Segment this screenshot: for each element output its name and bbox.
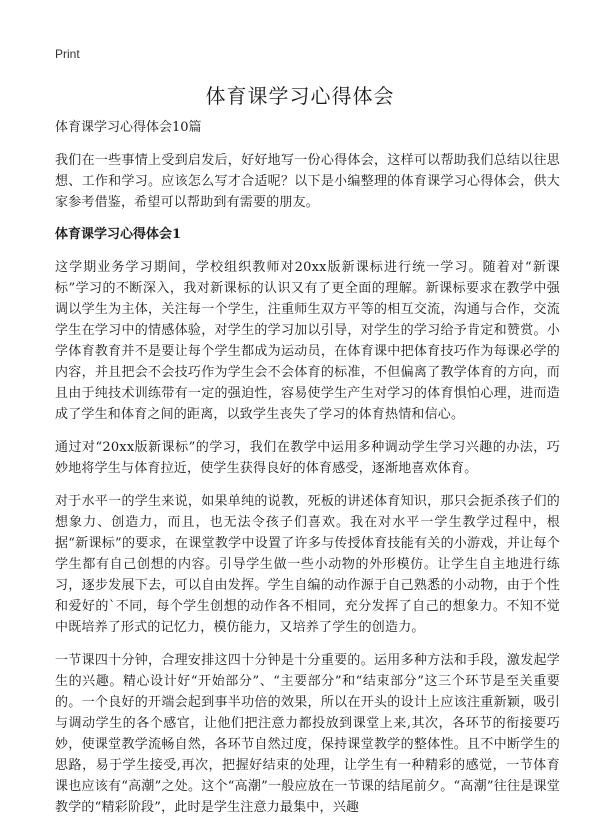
section-heading: 体育课学习心得体会1: [55, 227, 182, 242]
body-paragraph-3: 对于水平一的学生来说，如果单纯的说教，死板的讲述体育知识，那只会扼杀孩子们的想象力、创造力，而且，也无法令孩子们喜欢。我在对水平一学生教学过程中，根据“新课标”的要求，在课堂教学中设置了许多与传授体育技能有关的小游戏，并让每个学生都有自己创想的内容。引导学生做一些小动物的外形模仿。让学生自主地进行练习，逐步发展下去，可以自由发挥。学生自编的动作源于自己熟悉的小动物，由于个性和爱好的`不同，每个学生创想的动作各不相同，充分发挥了自己的想象力。不知不觉中既培养了形式的记忆力，模仿能力，又培养了学生的创造力。: [55, 494, 560, 635]
body-paragraph-1: 这学期业务学习期间，学校组织教师对20xx版新课标进行统一学习。随着对“新课标”学习的不断深入，我对新课标的认识又有了更全面的理解。新课标要求在教学中强调以学生为主体，关注每一个学生，注重师生双方平等的相互交流，沟通与合作，交流学生在学习中的情感体验，对学生的学习加以引导，对学生的学习给予肯定和赞赏。小学体育教育并不是要让每个学生都成为运动员，在体育课中把体育技巧作为每课必学的内容，并且把会不会技巧作为学生会不会体育的标准，不但偏离了教学体育的方向，而且由于纯技术训练带有一定的强迫性，容易使学生产生对学习的体育惧怕心理，进而造成了学生和体育之间的距离，以致学生丧失了学习的体育热情和信心。: [55, 260, 560, 422]
body-paragraph-2: 通过对“20xx版新课标”的学习，我们在教学中运用多种调动学生学习兴趣的办法，巧妙地将学生与体育拉近，使学生获得良好的体育感受，逐渐地喜欢体育。: [55, 440, 560, 476]
article-subtitle: 体育课学习心得体会10篇: [55, 120, 202, 135]
body-paragraph-4: 一节课四十分钟，合理安排这四十分钟是十分重要的。运用多种方法和手段，激发起学生的兴趣。精心设计好“开始部分”、“主要部分”和“结束部分”这三个环节是至关重要的。一个良好的开端会起到事半功倍的效果，所以在开头的设计上应该注重新颖，吸引与调动学生的各个感官，让他们把注意力都投放到课堂上来,其次，各环节的衔接要巧妙，使课堂教学流畅自然，各环节自然过度，保持课堂教学的整体性。且不中断学生的思路，易于学生接受,再次，把握好结束的处理，让学生有一种精彩的感觉，一节体育课也应该有“高潮”之处。这个“高潮”一般应放在一节课的结尾前夕。“高潮”往往是课堂教学的“精彩阶段”，此时是学生注意力最集中，兴趣: [55, 653, 560, 815]
print-link[interactable]: Print: [55, 47, 80, 61]
article-body: [55, 118, 560, 830]
intro-paragraph: 我们在一些事情上受到启发后，好好地写一份心得体会，这样可以帮助我们总结以往思想、工作和学习。应该怎么写才合适呢？以下是小编整理的体育课学习心得体会，供大家参考借鉴，希望可以帮助到有需要的朋友。: [55, 153, 560, 210]
page-title: 体育课学习心得体会: [205, 84, 395, 108]
